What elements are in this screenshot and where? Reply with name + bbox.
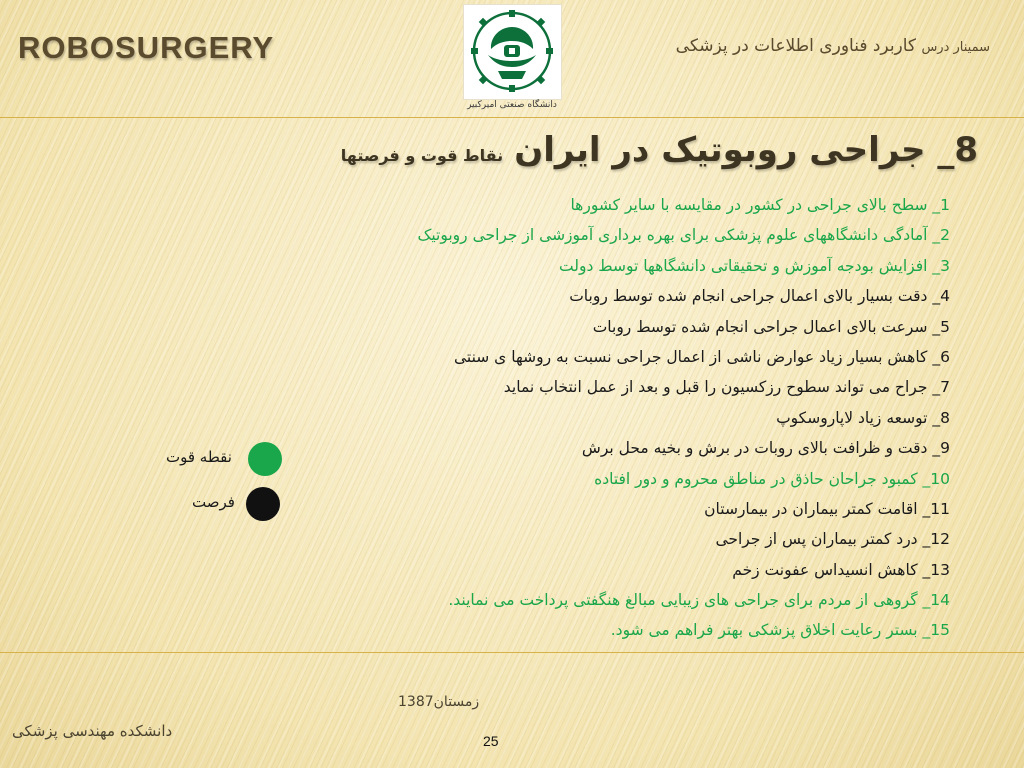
- legend-strength-label: نقطه قوت: [166, 448, 232, 466]
- list-item: 8_ توسعه زیاد لاپاروسکوپ: [776, 408, 950, 427]
- list-item: 6_ کاهش بسیار زیاد عوارض ناشی از اعمال جراحی نسبت به روشها ی سنتی: [453, 347, 950, 366]
- header-divider: [0, 117, 1024, 118]
- university-emblem-icon: [464, 5, 561, 99]
- list-item: 2_ آمادگی دانشگاههای علوم پزشکی برای بهره برداری آموزشی از جراحی روبوتیک: [417, 226, 950, 245]
- legend-opportunity-label: فرصت: [192, 493, 235, 511]
- slide-title-main: 8_ جراحی روبوتیک در ایران: [514, 130, 978, 170]
- course-name: کاربرد فناوری اطلاعات در پزشکی: [675, 36, 917, 56]
- list-item: 10_ کمبود جراحان حاذق در مناطق محروم و دور افتاده: [594, 469, 950, 488]
- footer-department: دانشکده مهندسی پزشکی: [12, 722, 173, 740]
- list-item: 4_ دقت بسیار بالای اعمال جراحی انجام شده توسط روبات: [569, 287, 950, 306]
- footer-date: زمستان1387: [398, 694, 480, 710]
- footer-divider: [0, 652, 1024, 653]
- list-item: 3_ افزایش بودجه آموزش و تحقیقاتی دانشگاهها توسط دولت: [559, 256, 950, 275]
- slide-title-sub: نقاط قوت و فرصتها: [340, 146, 504, 165]
- list-item: 7_ جراح می تواند سطوح رزکسیون را قبل و بعد از عمل انتخاب نماید: [503, 378, 950, 397]
- item-list: [350, 190, 950, 646]
- black-circle-icon: [246, 487, 280, 521]
- list-item: 12_ درد کمتر بیماران پس از جراحی: [715, 530, 950, 549]
- list-item: 9_ دقت و ظرافت بالای روبات در برش و بخیه محل برش: [581, 439, 950, 458]
- list-item: 5_ سرعت بالای اعمال جراحی انجام شده توسط روبات: [592, 317, 950, 336]
- course-title: [676, 36, 990, 56]
- list-item: 11_ اقامت کمتر بیماران در بیمارستان: [704, 499, 950, 518]
- list-item: 14_ گروهی از مردم برای جراحی های زیبایی مبالغ هنگفتی پرداخت می نمایند.: [448, 591, 950, 610]
- list-item: 13_ کاهش انسیداس عفونت زخم: [732, 560, 950, 579]
- presentation-brand-title: ROBOSURGERY: [18, 30, 275, 65]
- legend-strength: [0, 440, 300, 480]
- list-item: 1_ سطح بالای جراحی در کشور در مقایسه با سایر کشورها: [570, 196, 950, 214]
- green-circle-icon: [248, 442, 282, 476]
- course-prefix: سمینار درس: [921, 40, 990, 55]
- list-item: 15_ بستر رعایت اخلاق پزشکی بهتر فراهم می شود.: [610, 621, 950, 640]
- logo-caption: دانشگاه صنعتی امیرکبیر: [467, 100, 557, 110]
- university-logo: [463, 4, 562, 100]
- legend-opportunity: [0, 485, 300, 525]
- slide-title: [341, 130, 978, 170]
- page-number: 25: [483, 733, 499, 749]
